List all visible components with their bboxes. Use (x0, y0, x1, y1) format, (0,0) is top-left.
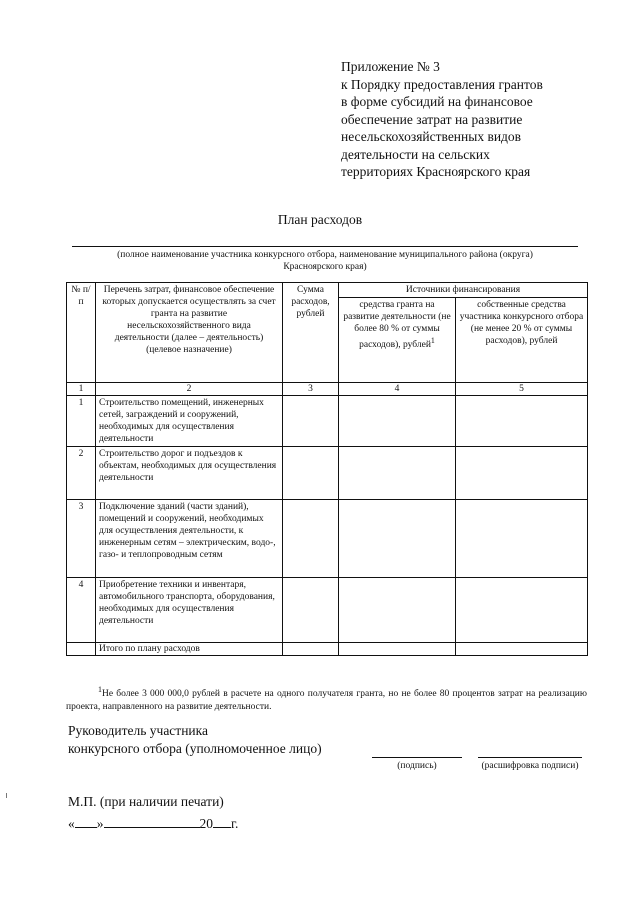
footnote-marker: 1 (98, 685, 102, 694)
row-own[interactable] (456, 500, 588, 578)
header-num: № п/п (67, 283, 96, 383)
signature-decoding-line[interactable] (478, 757, 582, 758)
participant-caption: (полное наименование участника конкурсного отбора, наименование муниципального района (округа) Красноярского края) (117, 250, 533, 272)
column-number: 3 (283, 383, 339, 396)
column-number: 5 (456, 383, 588, 396)
date-year-blank[interactable] (213, 815, 231, 828)
scan-margin-mark (6, 793, 7, 798)
signatory-line: Руководитель участника (68, 723, 208, 738)
row-item: Приобретение техники и инвентаря, автомобильного транспорта, оборудования, необходимых для осуществления деятельности (96, 578, 283, 643)
header-own-funds: собственные средства участника конкурсного отбора (не менее 20 % от суммы расходов), рублей (456, 298, 588, 383)
page-title: План расходов (277, 212, 363, 227)
table-row (67, 500, 588, 578)
date-century: 20 (199, 816, 213, 831)
date-day-blank[interactable] (75, 815, 97, 828)
appendix-line: несельскохозяйственных видов (341, 129, 522, 144)
header-sources: Источники финансирования (339, 283, 588, 298)
row-amount[interactable] (283, 500, 339, 578)
date-open-quote: « (68, 816, 75, 831)
appendix-line: деятельности на сельских (341, 146, 490, 162)
date-month-blank[interactable] (104, 815, 200, 828)
participant-name-line (72, 246, 578, 247)
row-amount[interactable] (283, 578, 339, 643)
appendix-header (341, 58, 611, 181)
row-num: 1 (67, 396, 96, 447)
footnote-marker: 1 (430, 336, 435, 345)
signature-line[interactable] (372, 757, 462, 758)
row-item: Строительство дорог и подъездов к объектам, необходимых для осуществления деятельности (96, 447, 283, 500)
date-year-suffix: г. (231, 816, 239, 831)
row-own[interactable] (456, 578, 588, 643)
row-grant[interactable] (339, 447, 456, 500)
table-row (67, 578, 588, 643)
footnote-text: Не более 3 000 000,0 рублей в расчете на одного получателя гранта, но не более 80 процентов затрат на реализацию проекта, направленного на развитие деятельности. (66, 689, 587, 713)
row-amount[interactable] (283, 447, 339, 500)
expense-plan-table (66, 282, 588, 656)
total-amount[interactable] (283, 643, 339, 656)
row-grant[interactable] (339, 396, 456, 447)
total-own[interactable] (456, 643, 588, 656)
date-line (68, 815, 238, 832)
row-item: Подключение зданий (части зданий), помещений и сооружений, необходимых для осуществления деятельности, к инженерным сетям – электрическим, водо-, газо- и теплопроводным сетям (96, 500, 283, 578)
table-row (67, 447, 588, 500)
header-amount: Сумма расходов, рублей (283, 283, 339, 383)
date-close-quote: » (96, 816, 104, 831)
table-row (67, 396, 588, 447)
total-num (67, 643, 96, 656)
appendix-line: к Порядку предоставления грантов (341, 76, 543, 92)
total-row (67, 643, 588, 656)
row-amount[interactable] (283, 396, 339, 447)
row-item: Строительство помещений, инженерных сетей, заграждений и сооружений, необходимых для осуществления деятельности (96, 396, 283, 447)
header-grant-funds (339, 298, 456, 383)
row-own[interactable] (456, 396, 588, 447)
total-grant[interactable] (339, 643, 456, 656)
row-own[interactable] (456, 447, 588, 500)
row-num: 2 (67, 447, 96, 500)
column-number: 4 (339, 383, 456, 396)
stamp-note: М.П. (при наличии печати) (68, 794, 224, 809)
appendix-line: обеспечение затрат на развитие (341, 111, 523, 127)
total-label: Итого по плану расходов (96, 643, 283, 656)
header-grant-funds-text: средства гранта на развитие деятельности (не более 80 % от суммы расходов), рублей (343, 300, 451, 351)
column-number: 2 (96, 383, 283, 396)
header-cost-list: Перечень затрат, финансовое обеспечение которых допускается осуществлять за счет гранта на развитие несельскохозяйственного вида деятельности (далее – деятельность) (целевое назначение) (96, 283, 283, 383)
row-grant[interactable] (339, 578, 456, 643)
appendix-line: в форме субсидий на финансовое (341, 94, 533, 109)
row-num: 3 (67, 500, 96, 578)
signatory-label (68, 722, 322, 758)
column-number: 1 (67, 383, 96, 396)
signature-caption: (подпись) (397, 761, 437, 771)
appendix-line: территориях Красноярского края (341, 164, 531, 179)
footnote (66, 683, 587, 714)
signature-decoding-caption: (расшифровка подписи) (481, 761, 579, 771)
appendix-line: Приложение № 3 (341, 59, 440, 74)
row-num: 4 (67, 578, 96, 643)
row-grant[interactable] (339, 500, 456, 578)
signatory-line: конкурсного отбора (уполномоченное лицо) (68, 741, 322, 756)
column-number-row (67, 383, 588, 396)
table-header-row (67, 283, 588, 298)
